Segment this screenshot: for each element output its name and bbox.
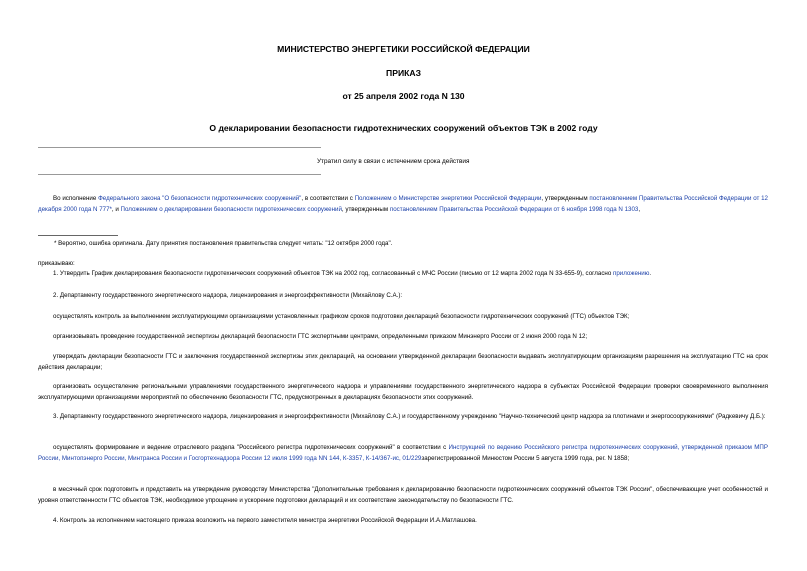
item-3a-text: осуществлять формирование и ведение отраслевого раздела "Российского регистра гидротехнических сооружений" в соответствии с	[53, 444, 449, 451]
date-number: от 25 апреля 2002 года N 130	[342, 91, 465, 101]
doc-type-heading: ПРИКАЗ	[386, 68, 421, 78]
preamble-text-3: , утвержденным	[541, 195, 590, 202]
item-2c: утверждать декларации безопасности ГТС и заключения государственной экспертизы этих деклараций, на основании утвержденной декларации безопасности выдавать эксплуатирующим организациям разрешения на эксплуатацию ГТС на срок действия декларации;	[38, 353, 768, 371]
item-2a: осуществлять контроль за выполнением эксплуатирующими организациями установленных графиком сроков подготовки деклараций безопасности гидротехнических сооружений (ГТС) объектов ТЭК;	[53, 313, 630, 320]
item-3b: в месячный срок подготовить и представить на утверждение руководству Министерства "Дополнительные требования к декларированию безопасности гидротехнических сооружений объектов ТЭК России", обеспечивающие учет особенностей и уровня ответственности ГТС объектов ТЭК, необходимое упрощение и ускорение подготовки деклараций и их соответствие законодательству по безопасности ГТС.	[38, 486, 768, 504]
item-3a	[38, 442, 768, 464]
ministry-regulation-link[interactable]: Положением о Министерстве энергетики Российской Федерации	[354, 195, 542, 202]
item-2: 2. Департаменту государственного энергетического надзора, лицензирования и энергоэффективности (Михайлову С.А.):	[53, 292, 403, 299]
item-1-text: 1. Утвердить График декларирования безопасности гидротехнических сооружений объектов ТЭК на 2002 год, согласованный с МЧС России (письмо от 12 марта 2002 года N 33-655-9), согласно	[53, 270, 613, 277]
preamble-text-1: Во исполнение	[53, 195, 99, 202]
appendix-link[interactable]: приложению	[613, 270, 650, 277]
item-2b: организовывать проведение государственной экспертизы деклараций безопасности ГТС экспертными центрами, определенными приказом Минэнерго России от 2 июня 2000 года N 12;	[53, 333, 588, 340]
item-4: 4. Контроль за исполнением настоящего приказа возложить на первого заместителя министра энергетики Российской Федерации И.А.Матлашова.	[53, 517, 477, 524]
preamble-text-6: ,	[638, 206, 641, 213]
divider-bottom	[38, 174, 321, 175]
item-1	[38, 268, 768, 279]
footnote-divider	[38, 235, 118, 236]
preamble-text-5: , утвержденным	[341, 206, 390, 213]
item-2d: организовать осуществление региональными управлениями государственного энергетического надзора и управлениями государственного энергетического надзора в субъектах Российской Федерации проверки своевременного выполнения эксплуатирующими организациями мероприятий по обеспечению безопасности ГТС, предусмотренных в декларациях безопасности этих сооружений.	[38, 383, 768, 401]
preamble-paragraph	[38, 193, 768, 215]
government-decree-1303-link[interactable]: постановлением Правительства Российской Федерации от 6 ноября 1998 года N 1303	[389, 206, 639, 213]
item-3: 3. Департаменту государственного энергетического надзора, лицензирования и энергоэффективности (Михайлову С.А.) и государственному учреждению "Научно-технический центр надзора за плотинами и энергосооружениями" (Радкевичу Д.Б.):	[53, 413, 766, 420]
government-decree-777-link[interactable]: постановлением Правительства Российской Федерации от 12 декабря 2000 года N 777*	[38, 195, 768, 213]
document-title: О декларировании безопасности гидротехнических сооружений объектов ТЭК в 2002 году	[209, 123, 598, 133]
divider-top	[38, 147, 321, 148]
declaration-regulation-link[interactable]: Положением о декларировании безопасности гидротехнических сооружений	[120, 206, 342, 213]
footnote: * Вероятно, ошибка оригинала. Дату принятия постановления правительства следует читать: "12 октября 2000 года".	[54, 240, 393, 247]
order-word: приказываю:	[38, 260, 75, 267]
item-1-end: .	[649, 270, 652, 277]
preamble-text-2: , в соответствии с	[301, 195, 355, 202]
item-3a-end: зарегистрированной Минюстом России 5 августа 1999 года, рег. N 1858;	[421, 455, 630, 462]
preamble-text-4: , и	[111, 206, 121, 213]
register-instruction-link[interactable]: Инструкцией по ведению Российского регистра гидротехнических сооружений, утвержденной приказом МПР России, Минтопэнерго России, Минтранса России и Госгортехнадзора России 12 июля 1999 года NN 144, К-3357, К-14/367-ис, 01/229	[38, 444, 768, 462]
law-link[interactable]: Федерального закона "О безопасности гидротехнических сооружений"	[98, 195, 302, 202]
status-note: Утратил силу в связи с истечением срока действия	[317, 158, 470, 165]
ministry-heading: МИНИСТЕРСТВО ЭНЕРГЕТИКИ РОССИЙСКОЙ ФЕДЕРАЦИИ	[277, 44, 530, 54]
